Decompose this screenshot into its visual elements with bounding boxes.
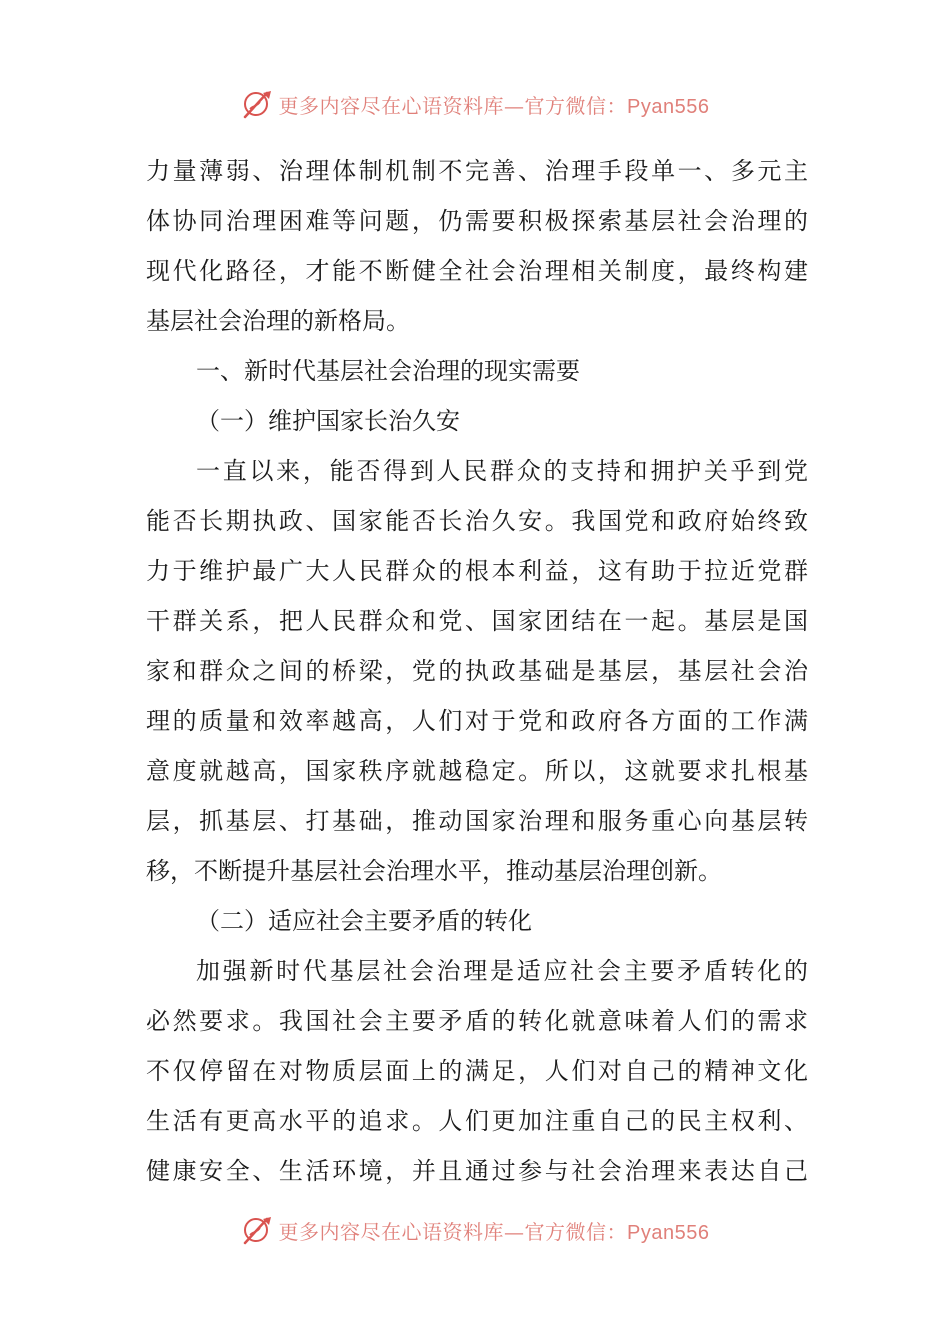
paragraph-line: 力于维护最广大人民群众的根本利益，这有助于拉近党群 bbox=[146, 557, 808, 585]
paragraph-line: 现代化路径，才能不断健全社会治理相关制度，最终构建 bbox=[146, 257, 808, 285]
pen-nib-circle-icon bbox=[241, 1213, 275, 1247]
paragraph-line: 层，抓基层、打基础，推动国家治理和服务重心向基层转 bbox=[146, 807, 808, 835]
subsection-heading: （二）适应社会主要矛盾的转化 bbox=[196, 907, 532, 935]
header-wechat-id: Pyan556 bbox=[627, 95, 710, 118]
paragraph-line: 生活有更高水平的追求。人们更加注重自己的民主权利、 bbox=[146, 1107, 808, 1135]
paragraph-line: 基层社会治理的新格局。 bbox=[146, 307, 410, 335]
pen-nib-circle-icon bbox=[241, 87, 275, 121]
paragraph-line: 理的质量和效率越高，人们对于党和政府各方面的工作满 bbox=[146, 707, 808, 735]
paragraph-line: 力量薄弱、治理体制机制不完善、治理手段单一、多元主 bbox=[146, 157, 808, 185]
paragraph-line: 加强新时代基层社会治理是适应社会主要矛盾转化的 bbox=[196, 957, 808, 985]
footer-wechat-id: Pyan556 bbox=[627, 1221, 710, 1244]
footer-banner bbox=[0, 1210, 950, 1250]
paragraph-line: 家和群众之间的桥梁，党的执政基础是基层，基层社会治 bbox=[146, 657, 808, 685]
section-heading: 一、新时代基层社会治理的现实需要 bbox=[196, 357, 580, 385]
paragraph-line: 一直以来，能否得到人民群众的支持和拥护关乎到党 bbox=[196, 457, 808, 485]
subsection-heading: （一）维护国家长治久安 bbox=[196, 407, 460, 435]
document-body bbox=[146, 146, 808, 1196]
footer-banner-text bbox=[279, 1216, 710, 1245]
header-banner bbox=[0, 84, 950, 124]
paragraph-line: 意度就越高，国家秩序就越稳定。所以，这就要求扎根基 bbox=[146, 757, 808, 785]
paragraph-line: 不仅停留在对物质层面上的满足，人们对自己的精神文化 bbox=[146, 1057, 808, 1085]
header-text: 更多内容尽在心语资料库—官方微信： bbox=[278, 93, 628, 118]
paragraph-line: 体协同治理困难等问题，仍需要积极探索基层社会治理的 bbox=[146, 207, 808, 235]
paragraph-line: 健康安全、生活环境，并且通过参与社会治理来表达自己 bbox=[146, 1157, 808, 1185]
paragraph-line: 干群关系，把人民群众和党、国家团结在一起。基层是国 bbox=[146, 607, 808, 635]
paragraph-line: 移，不断提升基层社会治理水平，推动基层治理创新。 bbox=[146, 857, 722, 885]
footer-text: 更多内容尽在心语资料库—官方微信： bbox=[278, 1219, 628, 1244]
paragraph-line: 必然要求。我国社会主要矛盾的转化就意味着人们的需求 bbox=[146, 1007, 808, 1035]
paragraph-line: 能否长期执政、国家能否长治久安。我国党和政府始终致 bbox=[146, 507, 808, 535]
header-banner-text bbox=[279, 90, 710, 119]
